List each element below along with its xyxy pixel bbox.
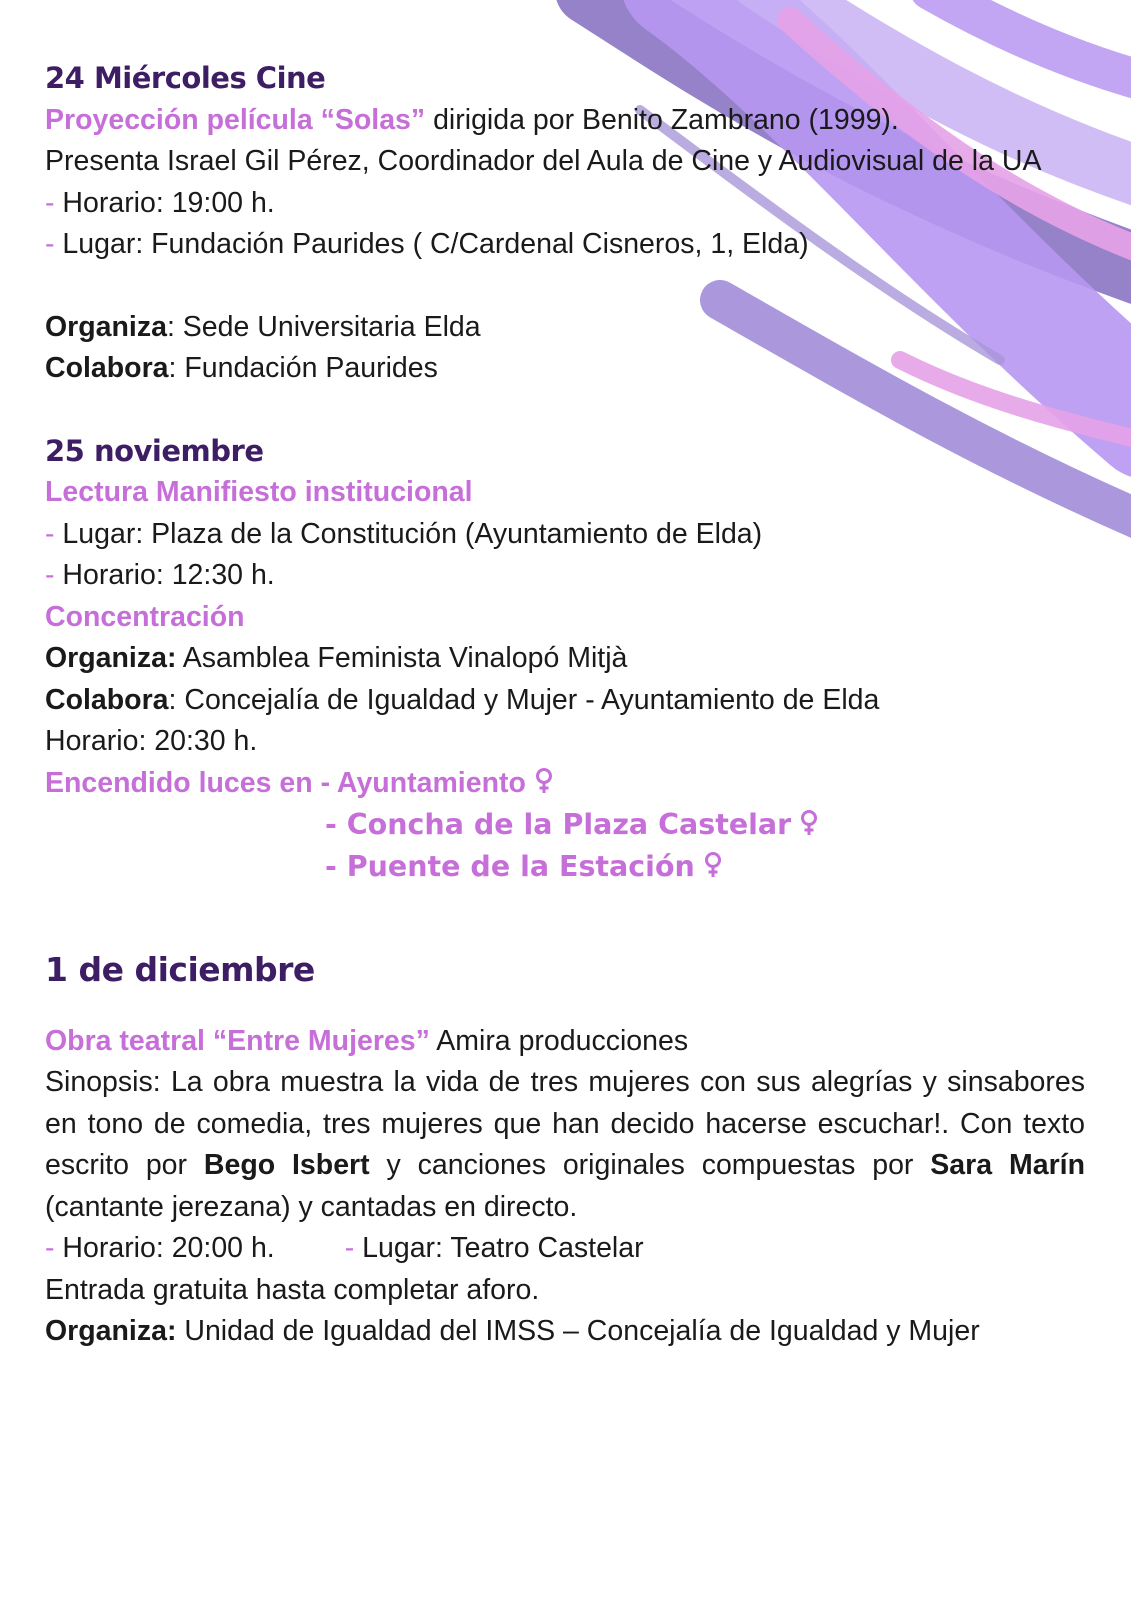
- place-text-s3: Lugar: Teatro Castelar: [362, 1232, 644, 1264]
- presenter-line: Presenta Israel Gil Pérez, Coordinador del Aula de Cine y Audiovisual de la UA: [45, 145, 1042, 177]
- place-line-s1: [45, 224, 1085, 266]
- dash-marker: -: [45, 186, 63, 219]
- schedule-text-s2: Horario: 12:30 h.: [62, 559, 275, 591]
- organiza-line-s2: [45, 638, 1085, 680]
- lights-line-2: [45, 804, 1085, 846]
- section-title-25-noviembre: 25 noviembre: [45, 433, 264, 468]
- place-text-s1: Lugar: Fundación Paurides ( C/Cardenal Cisneros, 1, Elda): [62, 228, 809, 260]
- place-text-s2: Lugar: Plaza de la Constitución (Ayuntamiento de Elda): [62, 517, 763, 550]
- dash-marker: -: [45, 228, 63, 260]
- synopsis-text-a: Sinopsis: La obra muestra la vida de tres mujeres con sus alegrías y sinsabores en tono de comedia, tres mujeres que han decido hacerse escuchar!. Con texto escrito por: [45, 1066, 1085, 1181]
- lights-item-puente: - Puente de la Estación: [325, 849, 695, 883]
- lights-item-concha: - Concha de la Plaza Castelar: [325, 808, 792, 841]
- lights-line-1: [45, 763, 1085, 805]
- event-line-entre-mujeres: [45, 1021, 1085, 1063]
- synopsis-composer: Sara Marín: [930, 1149, 1085, 1181]
- schedule-line-s1: [45, 183, 1085, 225]
- organiza-value-s2: Asamblea Feminista Vinalopó Mitjà: [176, 642, 628, 674]
- schedule-place-line-s3: [45, 1228, 1085, 1270]
- organiza-label-s1: Organiza: [45, 310, 167, 343]
- colabora-value-s1: : Fundación Paurides: [168, 352, 438, 384]
- synopsis-text-e: (cantante jerezana) y cantadas en directo.: [45, 1190, 578, 1223]
- colabora-value-s2: : Concejalía de Igualdad y Mujer - Ayuntamiento de Elda: [168, 683, 880, 716]
- schedule-line-s2: [45, 555, 1085, 597]
- synopsis-author: Bego Isbert: [203, 1149, 370, 1181]
- entry-line: Entrada gratuita hasta completar aforo.: [45, 1273, 540, 1306]
- organiza-line-s3: [45, 1311, 1085, 1353]
- event-detail-entre-mujeres: Amira producciones: [429, 1024, 689, 1057]
- event-title-entre-mujeres: Obra teatral “Entre Mujeres”: [45, 1024, 430, 1057]
- event-title-solas: Proyección película “Solas”: [45, 103, 426, 136]
- event-line-solas: [45, 100, 1085, 142]
- organiza-line-s1: [45, 307, 1085, 349]
- colabora-label-s1: Colabora: [45, 352, 169, 384]
- schedule-text-s3: Horario: 20:00 h.: [62, 1232, 275, 1264]
- colabora-line-s1: [45, 348, 1085, 390]
- organiza-label-s2: Organiza:: [45, 642, 177, 674]
- organiza-label-s3: Organiza:: [45, 1315, 177, 1347]
- lights-intro: Encendido luces en -: [45, 766, 337, 799]
- dash-marker: -: [45, 559, 63, 591]
- colabora-label-s2: Colabora: [45, 683, 169, 716]
- lights-item-ayuntamiento: Ayuntamiento: [336, 766, 526, 799]
- schedule-text-s1: Horario: 19:00 h.: [62, 186, 275, 219]
- lights-line-3: [45, 846, 1085, 888]
- place-line-s2: [45, 514, 1085, 556]
- organiza-value-s3: Unidad de Igualdad del IMSS – Concejalía de Igualdad y Mujer: [176, 1315, 980, 1347]
- colabora-line-s2: [45, 680, 1085, 722]
- organiza-value-s1: : Sede Universitaria Elda: [166, 310, 481, 343]
- dash-marker: -: [45, 1232, 63, 1264]
- schedule2-line-s2: Horario: 20:30 h.: [45, 725, 258, 757]
- section-title-1-diciembre: 1 de diciembre: [45, 950, 315, 989]
- dash-marker: -: [344, 1232, 363, 1264]
- event-title-manifiesto: Lectura Manifiesto institucional: [45, 476, 473, 508]
- female-symbol-icon: [799, 809, 819, 837]
- dash-marker: -: [45, 517, 63, 550]
- event-title-concentracion: Concentración: [45, 600, 245, 633]
- section-title-24-miercoles: 24 Miércoles Cine: [45, 61, 326, 95]
- female-symbol-icon: [703, 851, 723, 879]
- synopsis-text-c: y canciones originales compuestas por: [369, 1149, 931, 1181]
- event-detail-solas: dirigida por Benito Zambrano (1999).: [425, 103, 899, 136]
- female-symbol-icon: [534, 767, 554, 795]
- program-document: [45, 58, 1085, 1353]
- synopsis-paragraph: [45, 1062, 1085, 1228]
